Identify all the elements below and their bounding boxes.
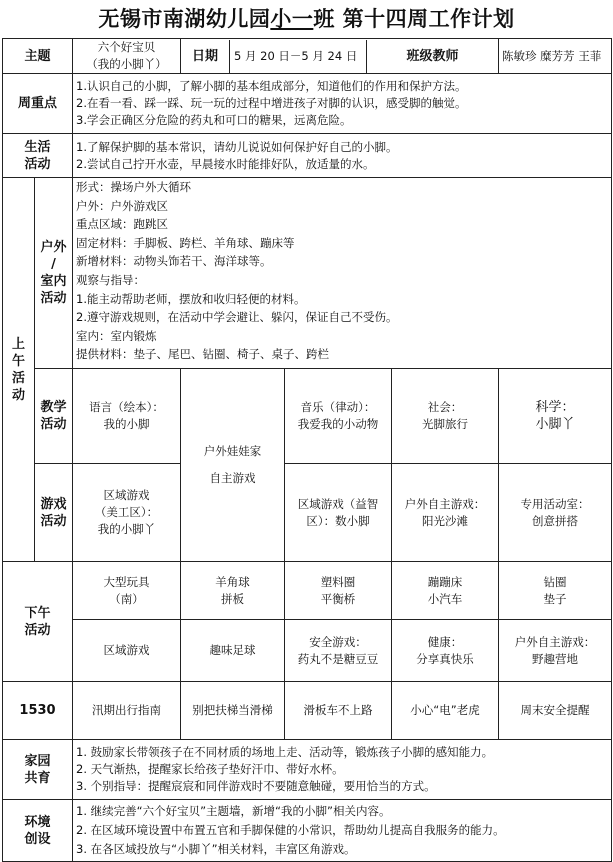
afternoon-label-line: 活动 [24,622,51,638]
afternoon-line: 小汽车 [427,591,463,606]
family-item: 3. 个别指导：提醒宸宸和同伴游戏时不要随意触碰，要用恰当的方式。 [76,779,436,793]
env-row [3,800,612,862]
focus-item: 2.在看一看、踩一踩、玩一玩的过程中增进孩子对脚的认识，感受脚的触觉。 [76,96,467,110]
env-item: 2. 在区域环境设置中布置五官和手脚保健的小常识，帮助幼儿提高自我服务的能力。 [76,823,505,837]
theme-name: 六个好宝贝 [97,40,156,54]
theme-label: 主题 [3,39,73,74]
outdoor-line: 室内：室内锻炼 [76,328,157,343]
afternoon-line: 大型玩具 [103,574,150,589]
morning-label [3,178,35,562]
afternoon-line: 趣味足球 [209,643,256,657]
focus-label: 周重点 [3,74,73,134]
game-puzzle-area [285,464,392,562]
teaching-subject: 社会： [427,400,463,414]
merged-line: 户外娃娃家 [203,444,262,458]
teacher-label: 班级教师 [406,48,459,64]
safety-topic: 小心“电”老虎 [392,682,499,740]
teaching-subject: 语言（绘本）： [89,400,164,414]
afternoon-line: 钻圈 [543,574,567,589]
afternoon-line: 安全游戏： [309,634,367,649]
outdoor-line: 形式：操场户外大循环 [76,180,192,194]
teaching-subject: 科学： [535,400,575,415]
afternoon-cell [73,562,181,620]
game-line: 户外自主游戏： [404,496,486,511]
family-content [73,740,612,800]
safety-1530-label: 1530 [3,682,73,740]
outdoor-line: 1.能主动帮助老师，摆放和收归轻便的材料。 [76,291,306,306]
afternoon-row-2 [3,620,612,682]
afternoon-line: 拼板 [221,591,245,606]
game-line: 区）：数小脚 [306,513,370,528]
game-label [35,464,73,562]
game-line: 专用活动室： [520,496,590,511]
family-label [3,740,73,800]
teaching-social [392,369,499,464]
env-content [73,800,612,862]
afternoon-line: 塑料圈 [320,574,356,589]
env-label-line: 环境 [24,814,51,830]
morning-label-char: 上 [11,336,25,352]
game-outdoor [392,464,499,562]
env-item: 1. 继续完善“六个好宝贝”主题墙，新增“我的小脚”相关内容。 [76,804,391,818]
afternoon-row-1 [3,562,612,620]
teaching-language [73,369,181,464]
date-label: 日期 [181,40,230,73]
afternoon-line: 户外自主游戏： [514,634,596,649]
teaching-label-line: 教学 [40,400,67,415]
game-line: 区域游戏（益智 [297,496,379,511]
outdoor-label-line: 活动 [40,291,67,306]
title-school: 无锡市南湖幼儿园 [98,7,271,31]
date-value: 5 月 20 日－5 月 24 日 [230,40,367,73]
teaching-topic: 光脚旅行 [422,417,469,431]
afternoon-cell [499,562,612,620]
morning-outdoor-row [3,178,612,369]
theme-subtitle: （我的小脚丫） [86,57,167,71]
teaching-row [3,369,612,464]
afternoon-cell [285,562,392,620]
family-item: 1. 鼓励家长带领孩子在不同材质的场地上走、活动等，锻炼孩子小脚的感知能力。 [76,745,494,759]
outdoor-line: 提供材料：垫子、尾巴、钻圈、椅子、桌子、跨栏 [76,347,330,362]
focus-item: 3.学会正确区分危险的药丸和可口的糖果，远离危险。 [76,113,352,127]
teaching-subject: 音乐（律动）： [300,400,376,414]
teaching-label-line: 活动 [40,417,67,432]
safety-topic: 别把扶梯当滑梯 [181,682,285,740]
outdoor-label-line: 室内 [40,274,67,289]
life-label-line: 活动 [24,156,51,172]
outdoor-line: 新增材料：动物头饰若干、海洋球等。 [76,254,272,269]
game-line: （美工区）： [94,505,159,519]
afternoon-line: 蹦蹦床 [427,574,463,589]
morning-label-char: 活 [11,370,25,386]
afternoon-cell [392,562,499,620]
teacher-value: 陈敏珍 糜芳芳 王菲 [499,39,612,74]
family-item: 2. 天气渐热，提醒家长给孩子垫好汗巾、带好水杯。 [76,762,344,776]
focus-row [3,74,612,134]
outdoor-line: 2.遵守游戏规则，在活动中学会避让、躲闪，保证自己不受伤。 [76,310,398,325]
family-row [3,740,612,800]
game-line: 区域游戏 [103,488,150,502]
teaching-label [35,369,73,464]
merged-line: 自主游戏 [209,471,256,485]
page-title [0,0,613,38]
afternoon-cell [285,620,392,682]
game-line: 我的小脚丫 [97,522,156,536]
game-art-area [73,464,181,562]
theme-value [73,39,181,74]
life-item: 2.尝试自己拧开水壶，早晨接水时能排好队，放适量的水。 [76,156,375,171]
date-teacher-cell [181,39,499,74]
outdoor-line: 固定材料：手脚板、跨栏、羊角球、蹦床等 [76,235,295,250]
afternoon-line: 野趣营地 [532,651,579,666]
life-content [73,134,612,178]
title-week-plan: 第十四周工作计划 [334,7,515,31]
safety-1530-row [3,682,612,740]
game-line: 阳光沙滩 [422,513,469,528]
weekly-plan-table [2,38,612,862]
focus-content [73,74,612,134]
game-activity-room [499,464,612,562]
outdoor-doll-house [181,369,285,562]
life-label [3,134,73,178]
afternoon-line: 区域游戏 [103,643,150,657]
game-label-line: 游戏 [40,496,67,512]
life-row [3,134,612,178]
safety-topic: 汛期出行指南 [73,682,181,740]
safety-topic: 滑板车不上路 [285,682,392,740]
outdoor-line: 观察与指导： [76,272,146,287]
family-label-line: 共育 [24,770,51,786]
life-label-line: 生活 [24,139,51,155]
afternoon-cell [73,620,181,682]
safety-topic: 周末安全提醒 [499,682,612,740]
game-label-line: 活动 [40,513,67,529]
teaching-topic: 小脚丫 [535,417,575,432]
outdoor-line: 重点区域：跑跳区 [76,217,169,232]
afternoon-line: 羊角球 [215,574,250,589]
afternoon-line: 健康： [427,634,463,649]
title-class-suffix: 班 [313,7,335,31]
afternoon-line: 平衡桥 [320,591,356,606]
morning-label-char: 午 [11,353,25,369]
afternoon-cell [499,620,612,682]
env-label-line: 创设 [24,831,51,847]
teaching-topic: 我的小脚 [103,417,150,431]
teaching-science [499,369,612,464]
afternoon-line: 分享真快乐 [416,651,474,666]
afternoon-line: 药丸不是糖豆豆 [297,651,379,666]
afternoon-line: （南） [109,591,144,606]
teaching-music [285,369,392,464]
teaching-topic: 我爱我的小动物 [297,417,379,431]
outdoor-label-line: / [51,257,56,272]
outdoor-line: 户外：户外游戏区 [76,198,169,213]
life-item: 1.了解保护脚的基本常识，请幼儿说说如何保护好自己的小脚。 [76,139,398,154]
outdoor-label-line: 户外 [40,240,67,255]
afternoon-label-line: 下午 [24,605,51,621]
title-class-name: 小一 [270,7,314,31]
outdoor-label [35,178,73,369]
afternoon-label [3,562,73,682]
family-label-line: 家园 [24,753,51,769]
game-line: 创意拼搭 [532,513,579,528]
afternoon-cell [181,562,285,620]
env-label [3,800,73,862]
env-item: 3. 在各区域投放与“小脚丫”相关材料，丰富区角游戏。 [76,842,356,856]
afternoon-cell [181,620,285,682]
outdoor-content [73,178,612,369]
focus-item: 1.认识自己的小脚，了解小脚的基本组成部分，知道他们的作用和保护方法。 [76,79,467,93]
afternoon-line: 垫子 [543,591,567,606]
game-row [3,464,612,562]
afternoon-cell [392,620,499,682]
morning-label-char: 动 [11,387,25,403]
header-row [3,39,612,74]
